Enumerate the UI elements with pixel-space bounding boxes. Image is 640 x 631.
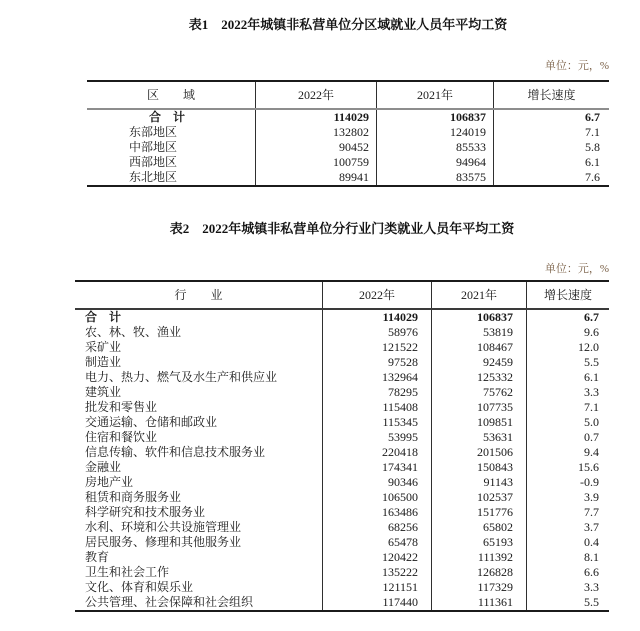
industry-name-cell: 采矿业 [75,340,323,355]
industry-wage-table [75,280,609,612]
industry-table-row [75,355,609,370]
region-table-row [87,140,609,155]
industry-table-row [75,400,609,415]
value-2022-cell: 78295 [323,385,432,400]
value-2022-cell: 115408 [323,400,432,415]
industry-name-cell: 制造业 [75,355,323,370]
industry-table-row [75,460,609,475]
value-2022-cell: 117440 [323,595,432,610]
value-2022-cell: 53995 [323,430,432,445]
industry-name-cell: 批发和零售业 [75,400,323,415]
industry-table-row [75,310,609,325]
growth-rate-cell: 6.1 [585,155,600,169]
growth-rate-cell: 7.6 [585,170,600,184]
value-2022-cell: 90346 [323,475,432,490]
value-2022-cell: 65478 [323,535,432,550]
value-2022-cell: 163486 [323,505,432,520]
value-2021-cell: 65193 [432,535,527,550]
value-2021-cell: 125332 [432,370,527,385]
region-name-cell: 合 计 [87,110,256,125]
growth-rate-cell: 0.4 [584,535,599,549]
growth-rate-cell: 5.0 [584,415,599,429]
value-2022-cell: 220418 [323,445,432,460]
value-2021-cell: 102537 [432,490,527,505]
growth-rate-cell: 5.8 [585,140,600,154]
value-2022-cell: 97528 [323,355,432,370]
value-2021-cell: 201506 [432,445,527,460]
growth-rate-cell: 7.7 [584,505,599,519]
industry-table-row [75,415,609,430]
industry-table-row [75,340,609,355]
region-table-header-2021: 2021年 [377,82,494,108]
growth-rate-cell: 3.3 [584,580,599,594]
value-2021-cell: 151776 [432,505,527,520]
value-2021-cell: 75762 [432,385,527,400]
value-2022-cell: 114029 [323,310,432,325]
value-2022-cell: 89941 [256,170,377,185]
region-table-header-2022: 2022年 [256,82,377,108]
value-2021-cell: 53631 [432,430,527,445]
industry-table-row [75,595,609,610]
industry-name-cell: 建筑业 [75,385,323,400]
industry-table-row [75,535,609,550]
value-2021-cell: 126828 [432,565,527,580]
value-2021-cell: 92459 [432,355,527,370]
industry-table-header-2022: 2022年 [323,282,432,308]
value-2022-cell: 114029 [256,110,377,125]
growth-rate-cell: 7.1 [584,400,599,414]
value-2022-cell: 132964 [323,370,432,385]
value-2022-cell: 135222 [323,565,432,580]
growth-rate-cell: 15.6 [578,460,599,474]
value-2021-cell: 91143 [432,475,527,490]
region-name-cell: 西部地区 [87,155,256,170]
region-table-row [87,155,609,170]
industry-name-cell: 科学研究和技术服务业 [75,505,323,520]
growth-rate-cell: 6.1 [584,370,599,384]
value-2022-cell: 106500 [323,490,432,505]
value-2021-cell: 65802 [432,520,527,535]
value-2021-cell: 107735 [432,400,527,415]
industry-name-cell: 公共管理、社会保障和社会组织 [75,595,323,610]
growth-rate-cell: 6.6 [584,565,599,579]
industry-table-row [75,430,609,445]
region-name-cell: 中部地区 [87,140,256,155]
industry-name-cell: 信息传输、软件和信息技术服务业 [75,445,323,460]
industry-name-cell: 房地产业 [75,475,323,490]
region-wage-table [87,80,609,187]
growth-rate-cell: 6.7 [584,310,599,324]
industry-name-cell: 合 计 [75,310,323,325]
industry-table-row [75,445,609,460]
value-2021-cell: 108467 [432,340,527,355]
value-2021-cell: 150843 [432,460,527,475]
region-table-header-region: 区 域 [87,82,256,108]
value-2021-cell: 111361 [432,595,527,610]
value-2021-cell: 94964 [377,155,494,170]
value-2022-cell: 174341 [323,460,432,475]
industry-table-header-row [75,282,609,310]
industry-table-row [75,505,609,520]
value-2022-cell: 68256 [323,520,432,535]
industry-table-row [75,580,609,595]
growth-rate-cell: 8.1 [584,550,599,564]
industry-name-cell: 居民服务、修理和其他服务业 [75,535,323,550]
growth-rate-cell: 0.7 [584,430,599,444]
industry-table-row [75,550,609,565]
value-2022-cell: 132802 [256,125,377,140]
growth-rate-cell: 3.9 [584,490,599,504]
region-table-body [87,110,609,185]
region-table-row [87,125,609,140]
industry-name-cell: 租赁和商务服务业 [75,490,323,505]
table1-title: 表1 2022年城镇非私营单位分区域就业人员年平均工资 [188,17,508,32]
growth-rate-cell: 3.3 [584,385,599,399]
industry-table-row [75,490,609,505]
industry-name-cell: 农、林、牧、渔业 [75,325,323,340]
region-table-row [87,110,609,125]
industry-table-row [75,385,609,400]
growth-rate-cell: 5.5 [584,595,599,609]
industry-table-header-industry: 行 业 [75,282,323,308]
industry-table-row [75,475,609,490]
growth-rate-cell: 3.7 [584,520,599,534]
region-name-cell: 东北地区 [87,170,256,185]
value-2021-cell: 106837 [377,110,494,125]
industry-name-cell: 文化、体育和娱乐业 [75,580,323,595]
industry-name-cell: 卫生和社会工作 [75,565,323,580]
value-2022-cell: 58976 [323,325,432,340]
industry-name-cell: 金融业 [75,460,323,475]
value-2022-cell: 121151 [323,580,432,595]
industry-table-header-growth: 增长速度 [543,288,592,302]
region-table-header-row [87,82,609,110]
industry-table-body [75,310,609,610]
industry-name-cell: 教育 [75,550,323,565]
table2-title: 表2 2022年城镇非私营单位分行业门类就业人员年平均工资 [169,221,515,236]
value-2022-cell: 100759 [256,155,377,170]
value-2022-cell: 90452 [256,140,377,155]
growth-rate-cell: -0.9 [580,475,599,489]
industry-name-cell: 住宿和餐饮业 [75,430,323,445]
growth-rate-cell: 7.1 [585,125,600,139]
industry-table-row [75,520,609,535]
growth-rate-cell: 5.5 [584,355,599,369]
industry-name-cell: 交通运输、仓储和邮政业 [75,415,323,430]
value-2021-cell: 85533 [377,140,494,155]
value-2021-cell: 83575 [377,170,494,185]
region-table-header-growth: 增长速度 [527,88,576,102]
industry-table-header-2021: 2021年 [432,282,527,308]
value-2022-cell: 115345 [323,415,432,430]
value-2022-cell: 120422 [323,550,432,565]
region-name-cell: 东部地区 [87,125,256,140]
industry-name-cell: 电力、热力、燃气及水生产和供应业 [75,370,323,385]
region-table-row [87,170,609,185]
industry-table-row [75,565,609,580]
table1-unit-note: 单位：元，% [544,60,609,72]
value-2022-cell: 121522 [323,340,432,355]
growth-rate-cell: 12.0 [578,340,599,354]
industry-name-cell: 水利、环境和公共设施管理业 [75,520,323,535]
industry-table-row [75,370,609,385]
value-2021-cell: 53819 [432,325,527,340]
growth-rate-cell: 9.6 [584,325,599,339]
value-2021-cell: 109851 [432,415,527,430]
growth-rate-cell: 6.7 [585,110,600,124]
growth-rate-cell: 9.4 [584,445,599,459]
industry-table-row [75,325,609,340]
value-2021-cell: 111392 [432,550,527,565]
value-2021-cell: 106837 [432,310,527,325]
table2-unit-note: 单位：元，% [544,263,609,275]
value-2021-cell: 117329 [432,580,527,595]
value-2021-cell: 124019 [377,125,494,140]
